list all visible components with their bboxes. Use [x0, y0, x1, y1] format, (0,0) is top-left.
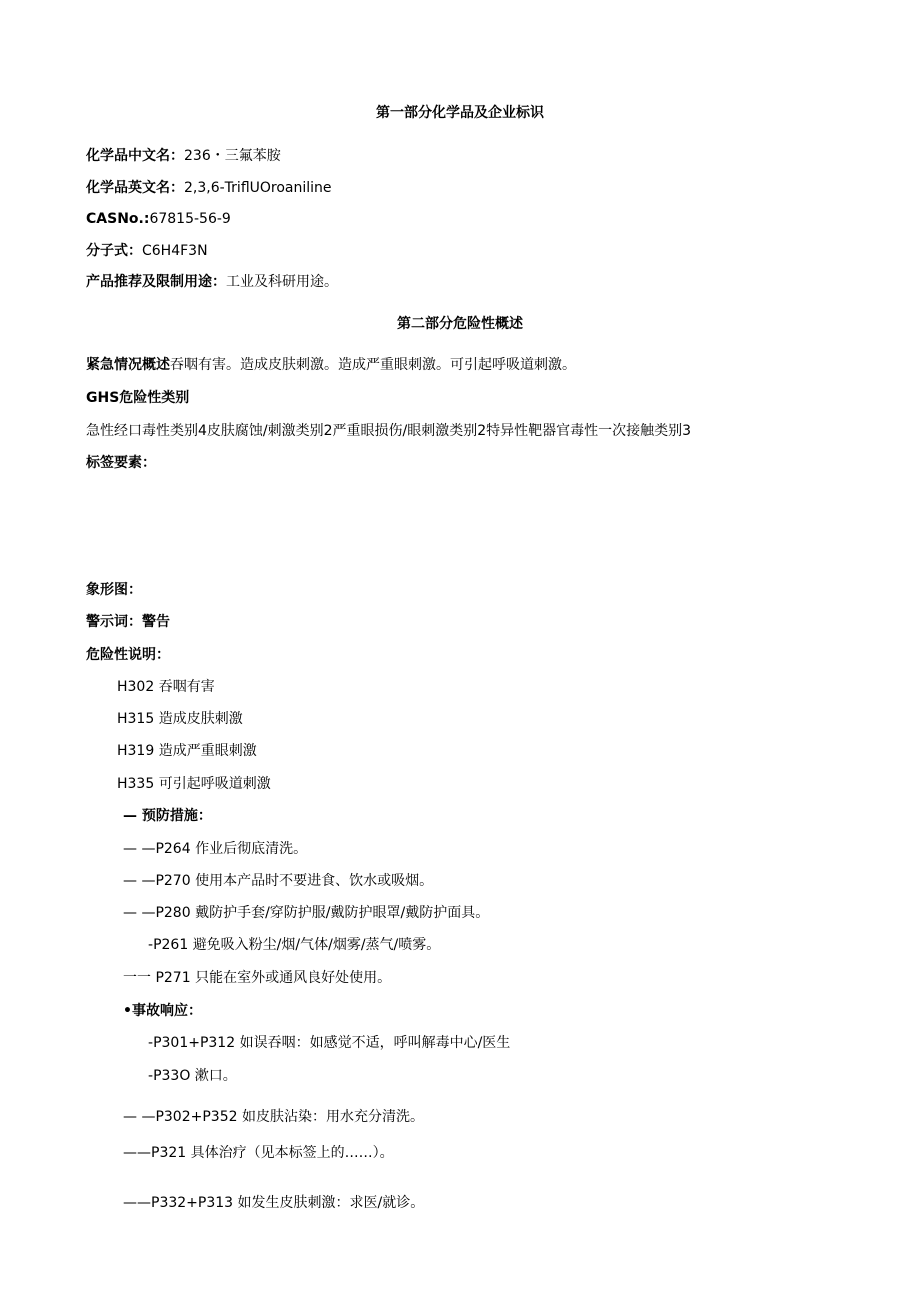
- section-2-heading: 第二部分危险性概述: [397, 316, 523, 332]
- hazard-text: 吞咽有害: [158, 679, 215, 695]
- response-statement: [148, 1033, 510, 1053]
- english-name-value: 2,3,6-TriflUOroaniline: [184, 180, 332, 196]
- response-code: P33O: [153, 1068, 191, 1084]
- ghs-label: GHS危险性类别: [86, 390, 190, 406]
- hazard-statement: [117, 741, 257, 761]
- hazard-statement: [117, 709, 243, 729]
- precaution-text: 作业后彻底清洗。: [195, 841, 308, 857]
- response-prefix: ——: [123, 1195, 151, 1211]
- signal-word-row: [86, 612, 170, 632]
- precaution-statement: [148, 935, 440, 955]
- pictogram-label: 象形图：: [86, 582, 142, 598]
- english-name-row: [86, 178, 332, 198]
- response-prefix: — —: [123, 1109, 156, 1125]
- chinese-name-label: 化学品中文名：: [86, 148, 184, 164]
- precaution-prefix: 一一: [123, 970, 151, 986]
- response-prefix: ——: [123, 1145, 151, 1161]
- response-statement: [148, 1066, 237, 1086]
- hazard-text: 可引起呼吸道刺激: [158, 776, 271, 792]
- precaution-prefix: -: [148, 937, 154, 953]
- precaution-prefix: — —: [123, 841, 156, 857]
- response-text: 如发生皮肤刺激：求医/就诊。: [237, 1195, 425, 1211]
- precaution-prefix: — —: [123, 873, 156, 889]
- emergency-value: 吞咽有害。造成皮肤刺激。造成严重眼刺激。可引起呼吸道刺激。: [170, 357, 576, 373]
- precaution-statement: [123, 968, 391, 988]
- response-text: 漱口。: [194, 1068, 237, 1084]
- ghs-categories: 急性经口毒性类别4皮肤腐蚀/刺激类别2严重眼损伤/眼刺激类别2特异性靶器官毒性一次接触类别3: [86, 423, 692, 439]
- response-text: 具体治疗（见本标签上的……）。: [190, 1145, 394, 1161]
- emergency-label: 紧急情况概述: [86, 357, 170, 373]
- precaution-statement: [123, 839, 307, 859]
- precaution-code: P271: [155, 970, 191, 986]
- hazard-statement: [117, 677, 215, 697]
- formula-row: [86, 241, 208, 261]
- response-statement: [123, 1193, 424, 1213]
- response-code: P332+P313: [151, 1195, 234, 1211]
- precaution-text: 戴防护手套/穿防护服/戴防护眼罩/戴防护面具。: [195, 905, 490, 921]
- precaution-prefix: — —: [123, 905, 156, 921]
- hazard-code: H335: [117, 776, 155, 792]
- response-statement: [123, 1143, 394, 1163]
- response-statement: [123, 1107, 424, 1127]
- formula-value: C6H4F3N: [142, 243, 208, 259]
- precaution-text: 避免吸入粉尘/烟/气体/烟雾/蒸气/喷雾。: [192, 937, 441, 953]
- precaution-code: P264: [155, 841, 191, 857]
- response-text: 如误吞咽：如感觉不适，呼叫解毒中心/医生: [239, 1035, 511, 1051]
- response-heading: •事故响应：: [123, 1003, 202, 1019]
- precaution-code: P261: [153, 937, 189, 953]
- response-code: P321: [151, 1145, 187, 1161]
- hazard-text: 造成严重眼刺激: [158, 743, 257, 759]
- precaution-code: P270: [155, 873, 191, 889]
- cas-row: [86, 209, 231, 229]
- response-code: P301+P312: [153, 1035, 236, 1051]
- precaution-text: 只能在室外或通风良好处使用。: [195, 970, 392, 986]
- precaution-code: P280: [155, 905, 191, 921]
- signal-word-label: 警示词：: [86, 614, 142, 630]
- response-code: P302+P352: [155, 1109, 238, 1125]
- use-row: [86, 272, 338, 292]
- signal-word-value: 警告: [142, 614, 170, 630]
- response-text: 如皮肤沾染：用水充分清洗。: [241, 1109, 424, 1125]
- use-label: 产品推荐及限制用途：: [86, 274, 226, 290]
- prevention-heading: — 预防措施：: [123, 808, 212, 824]
- response-prefix: -: [148, 1035, 154, 1051]
- response-prefix: -: [148, 1068, 154, 1084]
- cas-value: 67815-56-9: [149, 211, 231, 227]
- chinese-name-row: [86, 146, 281, 166]
- precaution-text: 使用本产品时不要进食、饮水或吸烟。: [195, 873, 434, 889]
- hazard-statement: [117, 774, 271, 794]
- formula-label: 分子式：: [86, 243, 142, 259]
- chinese-name-value: 236・三氟苯胺: [184, 148, 281, 164]
- precaution-statement: [123, 871, 433, 891]
- hazard-statements-heading: 危险性说明：: [86, 647, 170, 663]
- emergency-row: [86, 355, 576, 375]
- cas-label: CASNo.:: [86, 211, 150, 227]
- hazard-text: 造成皮肤刺激: [158, 711, 243, 727]
- hazard-code: H302: [117, 679, 155, 695]
- label-elements-heading: 标签要素：: [86, 455, 156, 471]
- hazard-code: H319: [117, 743, 155, 759]
- english-name-label: 化学品英文名：: [86, 180, 184, 196]
- use-value: 工业及科研用途。: [226, 274, 338, 290]
- section-1-heading: 第一部分化学品及企业标识: [376, 105, 544, 121]
- hazard-code: H315: [117, 711, 155, 727]
- precaution-statement: [123, 903, 489, 923]
